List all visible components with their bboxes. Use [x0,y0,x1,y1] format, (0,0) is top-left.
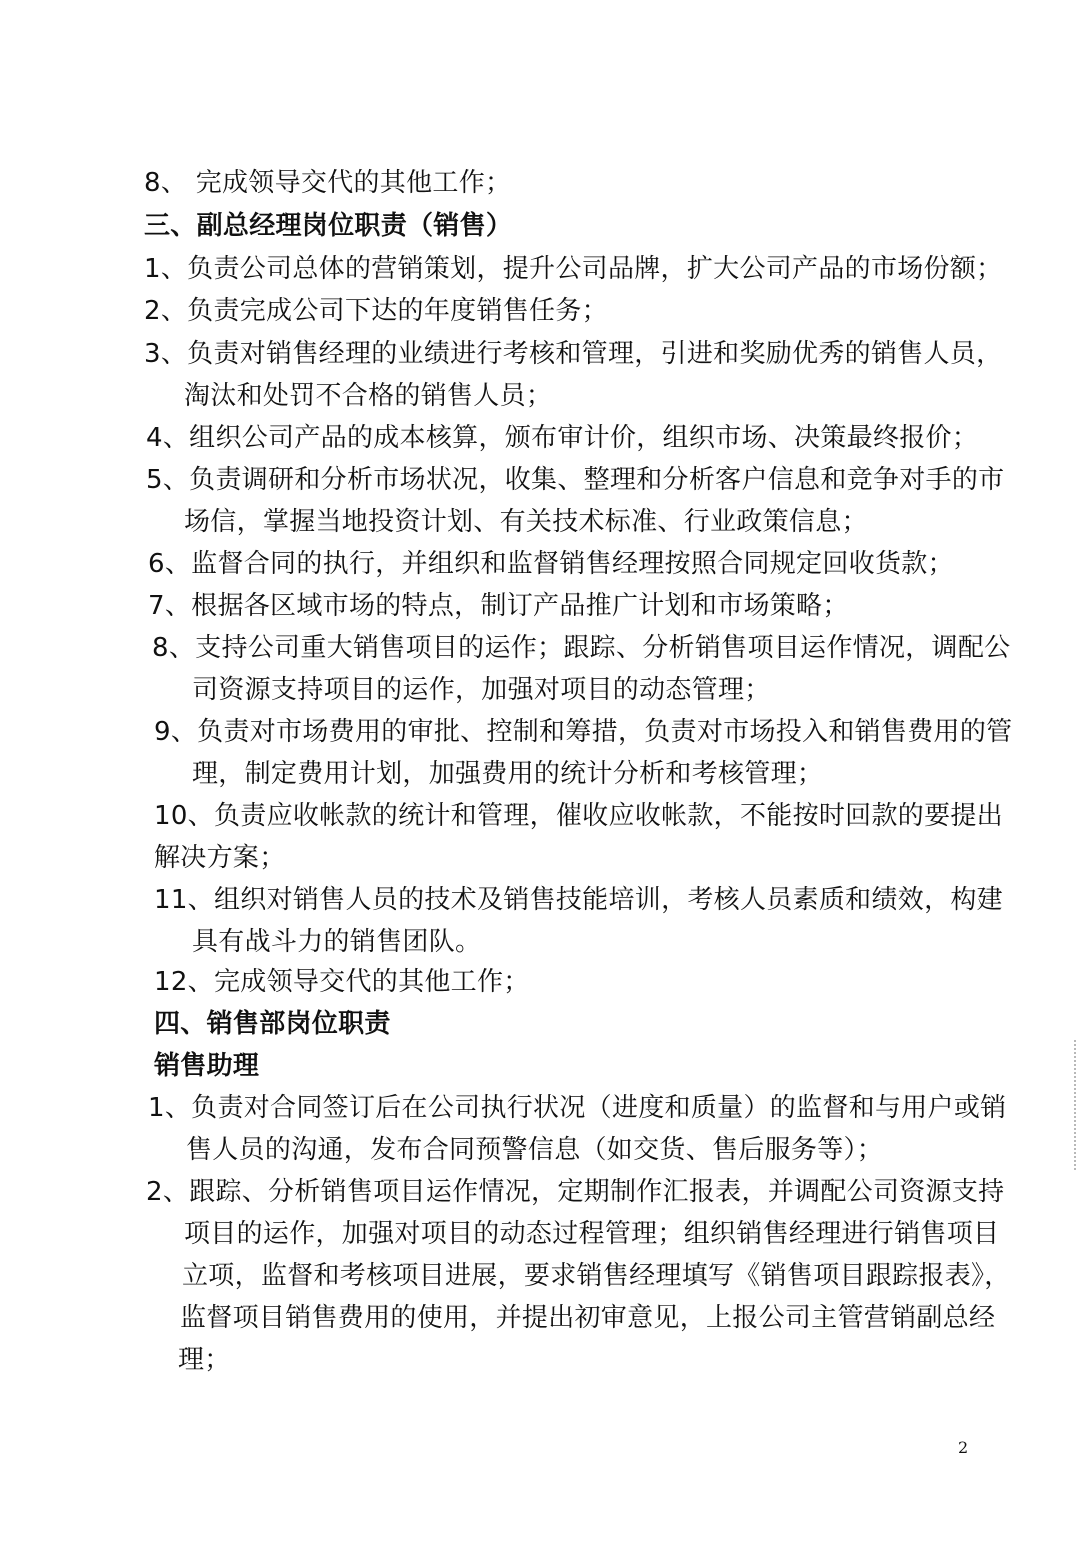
text-line-continuation: 理，制定费用计划，加强费用的统计分析和考核管理； [192,759,824,789]
text-line: 5、负责调研和分析市场状况，收集、整理和分析客户信息和竞争对手的市 [146,465,1005,495]
text-line-continuation: 项目的运作，加强对项目的动态过程管理；组织销售经理进行销售项目 [184,1219,1000,1249]
text-line: 8、支持公司重大销售项目的运作；跟踪、分析销售项目运作情况，调配公 [152,633,1011,663]
text-line-continuation: 具有战斗力的销售团队。 [192,927,482,957]
text-line-continuation: 解决方案； [154,843,286,873]
text-line: 12、完成领导交代的其他工作； [154,967,530,997]
text-line: 11、组织对销售人员的技术及销售技能培训，考核人员素质和绩效，构建 [154,885,1003,915]
text-line: 1、负责公司总体的营销策划，提升公司品牌，扩大公司产品的市场份额； [144,254,1003,284]
text-line-continuation: 售人员的沟通，发布合同预警信息（如交货、售后服务等）； [186,1135,884,1165]
section-heading-4: 四、销售部岗位职责 [154,1009,391,1039]
text-line-continuation: 场信，掌握当地投资计划、有关技术标准、行业政策信息； [184,507,868,537]
scan-edge-mark [1074,1040,1078,1170]
text-line: 6、监督合同的执行，并组织和监督销售经理按照合同规定回收货款； [148,549,954,579]
page-number: 2 [958,1438,969,1457]
text-line-continuation: 淘汰和处罚不合格的销售人员； [184,381,553,411]
text-line: 3、负责对销售经理的业绩进行考核和管理，引进和奖励优秀的销售人员， [144,339,1003,369]
text-line: 2、跟踪、分析销售项目运作情况，定期制作汇报表，并调配公司资源支持 [146,1177,1005,1207]
text-line-continuation: 监督项目销售费用的使用，并提出初审意见，上报公司主管营销副总经 [180,1303,996,1333]
subsection-heading: 销售助理 [154,1051,260,1081]
text-line: 4、组织公司产品的成本核算，颁布审计价，组织市场、决策最终报价； [146,423,979,453]
text-line-continuation: 司资源支持项目的运作，加强对项目的动态管理； [192,675,771,705]
text-line-continuation: 理； [178,1345,231,1375]
text-line: 7、根据各区域市场的特点，制订产品推广计划和市场策略； [148,591,849,621]
text-line: 10、负责应收帐款的统计和管理，催收应收帐款，不能按时回款的要提出 [154,801,1003,831]
text-line: 2、负责完成公司下达的年度销售任务； [144,296,608,326]
text-line-item-8: 8、 完成领导交代的其他工作； [144,168,512,198]
text-line: 9、负责对市场费用的审批、控制和筹措，负责对市场投入和销售费用的管 [154,717,1013,747]
text-line-continuation: 立项，监督和考核项目进展，要求销售经理填写《销售项目跟踪报表》， [182,1261,1011,1291]
text-line: 1、负责对合同签订后在公司执行状况（进度和质量）的监督和与用户或销 [148,1093,1007,1123]
section-heading-3: 三、副总经理岗位职责（销售） [144,211,513,241]
